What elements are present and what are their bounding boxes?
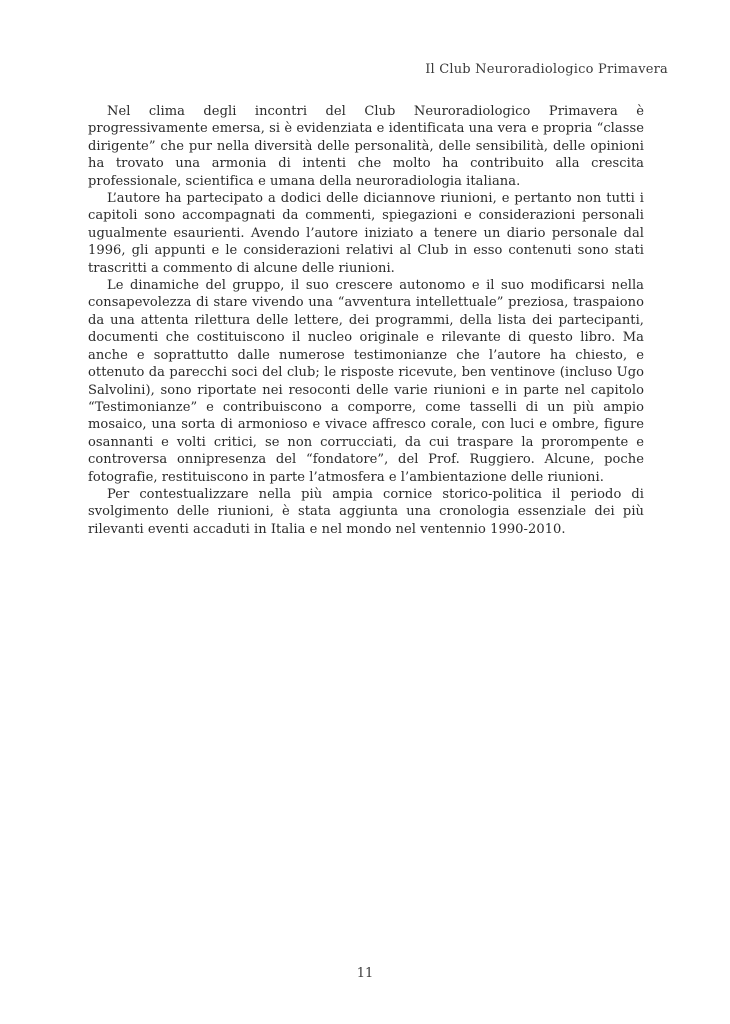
- running-header: Il Club Neuroradiologico Primavera: [425, 62, 668, 77]
- paragraph-1: Nel clima degli incontri del Club Neuroradiologico Primavera è progressivamente emersa, si è evidenziata e identificata una vera e propria “classe dirigente” che pur nella diversità delle personalità, delle sensibilità, delle opinioni ha trovato una armonia di intenti che molto ha contribuito alla crescita professionale, scientifica e umana della neuroradiologia italiana.: [88, 104, 644, 189]
- paragraph-4: Per contestualizzare nella più ampia cornice storico-politica il periodo di svolgimento delle riunioni, è stata aggiunta una cronologia essenziale dei più rilevanti eventi accaduti in Italia e nel mondo nel ventennio 1990-2010.: [88, 486, 644, 537]
- paragraph-3: Le dinamiche del gruppo, il suo crescere autonomo e il suo modificarsi nella consapevolezza di stare vivendo una “avventura intellettuale” preziosa, traspaiono da una attenta rilettura delle lettere, dei programmi, della lista dei partecipanti, documenti che costituiscono il nucleo originale e rilevante di questo libro. Ma anche e soprattutto dalle numerose testimonianze che l’autore ha chiesto, e ottenuto da parecchi soci del club; le risposte ricevute, ben ventinove (incluso Ugo Salvolini), sono riportate nei resoconti delle varie riunioni e in parte nel capitolo “Testimonianze” e contribuiscono a comporre, come tasselli di un più ampio mosaico, una sorta di armonioso e vivace affresco corale, con luci e ombre, figure osannanti e volti critici, se non corrucciati, da cui traspare la prorompente e controversa onnipresenza del “fondatore”, del Prof. Ruggiero. Alcune, poche fotografie, restituiscono in parte l’atmosfera e l’ambientazione delle riunioni.: [88, 278, 644, 485]
- paragraph-2: L’autore ha partecipato a dodici delle diciannove riunioni, e pertanto non tutti i capitoli sono accompagnati da commenti, spiegazioni e considerazioni personali ugualmente esaurienti. Avendo l’autore iniziato a tenere un diario personale dal 1996, gli appunti e le considerazioni relativi al Club in esso contenuti sono stati trascritti a commento di alcune delle riunioni.: [88, 191, 644, 276]
- page-number: 11: [356, 966, 374, 981]
- body-text: [88, 103, 644, 538]
